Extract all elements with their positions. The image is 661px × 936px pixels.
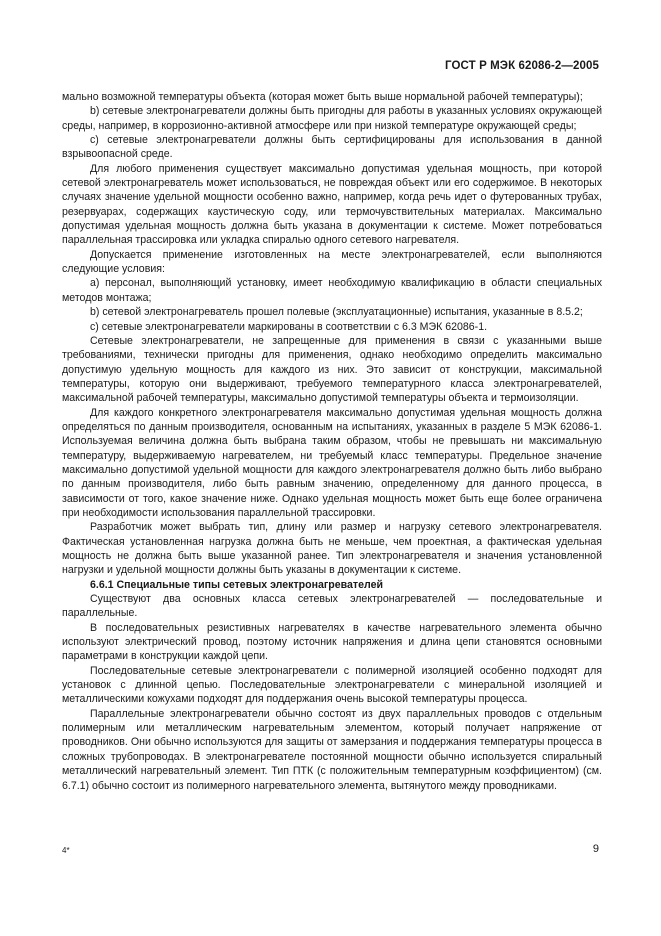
paragraph: Для каждого конкретного электронагревателя максимально допустимая удельная мощность должна определяться по данным производителя, основанным на испытаниях, указанных в разделе 5 МЭК 62086-1. Используемая величина должна быть выбрана таким образом, чтобы не превышать ни максимальную температуру, выдерживаемую нагревателем, ни требуемый класс температуры. Предельное значение максимально допустимой удельной мощности для каждого электронагревателя должно быть либо выбрано по данным производителя, либо быть равным значению, определенному для данного процесса, в зависимости от того, какое значение ниже. Однако удельная мощность может быть еще более ограничена при необходимости использования параллельной трассировки. [62,406,602,519]
list-item-b: b) сетевые электронагреватели должны быть пригодны для работы в указанных условиях окружающей среды, например, в коррозионно-активной атмосфере или при низкой температуре окружающей среды; [62,105,602,132]
paragraph: Существуют два основных класса сетевых электронагревателей — последовательные и параллельные. [62,593,602,620]
list-item-a: a) персонал, выполняющий установку, имеет необходимую квалификацию в области специальных методов монтажа; [62,277,602,304]
document-header: ГОСТ Р МЭК 62086-2—2005 [445,60,599,72]
paragraph: Сетевые электронагреватели, не запрещенные для применения в связи с указанными выше требованиями, технически пригодны для применения, однако необходимо определить максимально допустимую удельную мощность для каждого из них. Это зависит от конструкции, максимальной температуры, которую они выдерживают, требуемого температурного класса электронагревателей, максимальной рабочей температуры, максимально допустимой температуры объекта и термоизоляции. [62,334,602,405]
list-item-c: c) сетевые электронагреватели маркированы в соответствии с 6.3 МЭК 62086-1. [90,320,488,333]
paragraph: В последовательных резистивных нагревателях в качестве нагревательного элемента обычно используют электрический провод, поэтому источник напряжения и длина цепи становятся основными параметрами в конструкции каждой цепи. [62,621,602,663]
paragraph: Разработчик может выбрать тип, длину или размер и нагрузку сетевого электронагревателя. Фактическая установленная нагрузка должна быть не меньше, чем проектная, а фактическая удельная мощность не должна быть выше указанной ранее. Тип электронагревателя и значения установленной нагрузки и удельной мощности должны быть указаны в документации к системе. [62,521,602,577]
list-item-b: b) сетевой электронагреватель прошел полевые (эксплуатационные) испытания, указанные в 8.5.2; [90,306,583,319]
document-body [62,90,602,793]
paragraph: мально возможной температуры объекта (которая может быть выше нормальной рабочей температуры); [62,91,583,103]
paragraph: Параллельные электронагреватели обычно состоят из двух параллельных проводов с отдельным полимерным или металлическим нагревательным элементом, который получает напряжение от проводников. Они обычно используются для защиты от замерзания и поддержания температуры процесса в сложных трубопроводах. В электронагревателе постоянной мощности обычно используется спиральный металлический нагревательный элемент. Тип ПТК (с положительным температурным коэффициентом) (см. 6.7.1) обычно состоит из полимерного нагревательного элемента, вытянутого между проводниками. [62,707,602,792]
section-heading: 6.6.1 Специальные типы сетевых электронагревателей [90,578,383,591]
paragraph: Для любого применения существует максимально допустимая удельная мощность, при которой сетевой электронагреватель может использоваться, не повреждая объект или его содержимое. В некоторых случаях значение удельной мощности особенно важно, например, когда речь идет о футерованных трубах, резервуарах, содержащих каустическую соду, или термочувствительных материалах. Максимально допустимая удельная мощность должна быть указана в документации к системе. Может потребоваться параллельная трассировка или укладка спиралью одного сетевого нагревателя. [62,162,602,247]
paragraph: Допускается применение изготовленных на месте электронагревателей, если выполняются следующие условия: [62,248,602,276]
paragraph: Последовательные сетевые электронагреватели с полимерной изоляцией особенно подходят для установок с длинной цепью. Последовательные электронагреватели с минеральной изоляцией и металлическими кожухами подходят для поддержания очень высокой температуры процесса. [62,664,602,706]
list-item-c: c) сетевые электронагреватели должны быть сертифицированы для использования в данной взрывоопасной среде. [62,134,602,161]
sheet-mark: 4* [62,846,70,855]
page-number: 9 [592,843,599,855]
